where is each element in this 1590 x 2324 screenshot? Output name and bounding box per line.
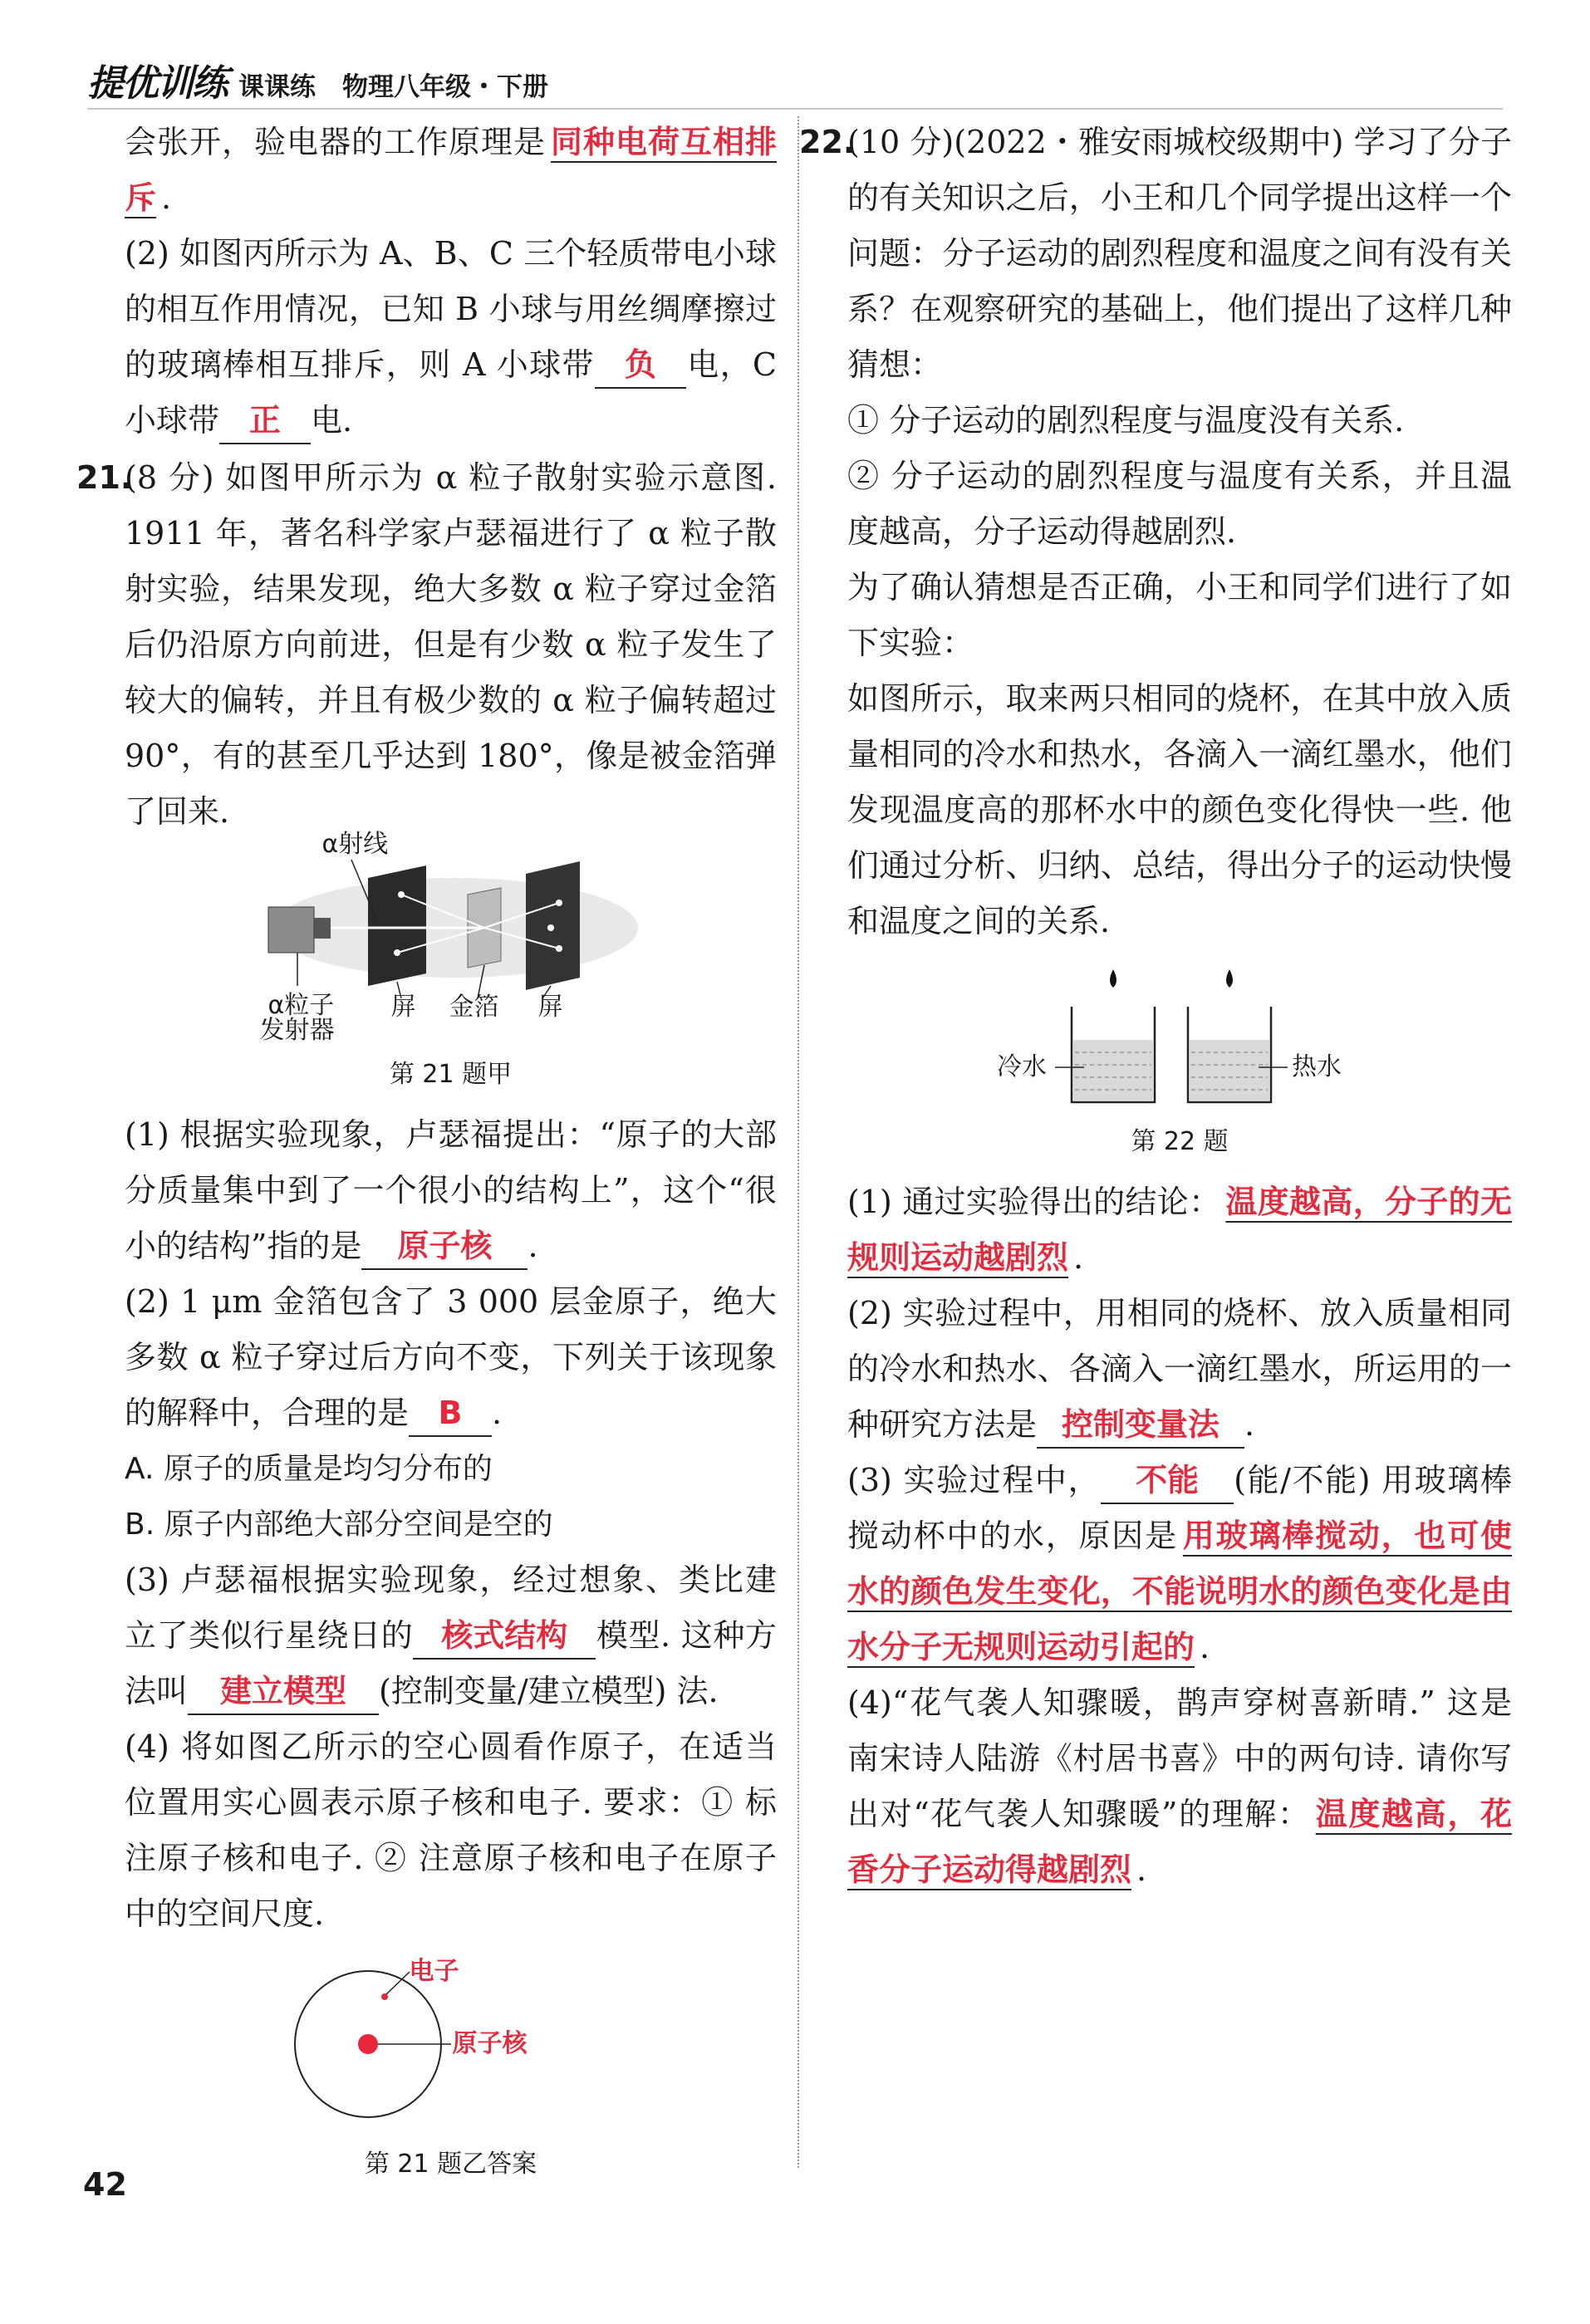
right-column: [799, 115, 1512, 1898]
brand-logo: 提优训练: [87, 62, 227, 105]
q21-part1-text: (1) 根据实验现象，卢瑟福提出：“原子的大部分质量集中到了一个很小的结构上”，这个“很小的结构”指的是: [125, 1116, 777, 1264]
q21-part2: (2) 1 μm 金箔包含了 3 000 层金原子，绝大多数 α 粒子穿过后方向不变，下列关于该现象的解释中，合理的是 B .: [125, 1274, 777, 1441]
q20-part2: [125, 226, 777, 449]
q22-part4-text: (4)“花气袭人知骤暖，鹊声穿树喜新晴.” 这是南宋诗人陆游《村居书喜》中的两句诗. 请你写出对“花气袭人知骤暖”的理解：: [847, 1684, 1512, 1832]
q22-para-1: 为了确认猜想是否正确，小王和同学们进行了如下实验：: [847, 569, 1512, 661]
answer-q22-2: 控制变量法: [1062, 1406, 1220, 1443]
blank-q22-3a: [1101, 1458, 1234, 1504]
label-alpha-ray: α射线: [321, 830, 389, 859]
q21-number: 21.: [76, 459, 133, 496]
hit-dot-4: [556, 945, 562, 952]
answer-q21-3a: 核式结构: [441, 1617, 568, 1654]
q20-continuation: 会张开，验电器的工作原理是 同种电荷互相排斥 .: [125, 124, 777, 216]
q21-part3: [125, 1552, 777, 1719]
figure-21-a-caption: 第 21 题甲: [389, 1060, 513, 1089]
q21-option-a: A. 原子的质量是均匀分布的: [125, 1452, 493, 1486]
answer-q21-1: 原子核: [397, 1228, 493, 1264]
q21-part3-mid: 模型. 这种方法叫: [125, 1617, 777, 1709]
page-number: 42: [83, 2166, 127, 2203]
alpha-scattering-diagram: [252, 845, 650, 1003]
q22-part1-text: (1) 通过实验得出的结论：: [847, 1184, 1221, 1220]
q22-para-2: 如图所示，取来两只相同的烧杯，在其中放入质量相同的冷水和热水，各滴入一滴红墨水，他们发现温度高的那杯水中的颜色变化得快一些. 他们通过分析、归纳、总结，得出分子的运动快慢和温度之间的关系.: [847, 680, 1512, 939]
q22-number: 22.: [799, 124, 856, 160]
q22-guess-1: ① 分子运动的剧烈程度与温度没有关系.: [847, 402, 1405, 439]
q21-option-b: B. 原子内部绝大部分空间是空的: [125, 1508, 553, 1542]
blank-a-charge: [595, 342, 686, 389]
answer-q22-3a: 不能: [1136, 1462, 1200, 1498]
screen-1: [368, 865, 426, 986]
label-cold-water: 冷水: [997, 1052, 1047, 1081]
label-emitter-1: α粒子: [267, 991, 335, 1020]
ink-drop-right: [1226, 969, 1233, 988]
page-header: [87, 48, 548, 106]
hit-dot-1: [398, 891, 405, 898]
label-screen-1: 屏: [390, 993, 416, 1022]
column-divider: [797, 116, 799, 2168]
hit-dot-3: [556, 900, 562, 906]
hit-dot-2: [394, 949, 400, 956]
figure-22: [997, 961, 1362, 1111]
label-screen-2: 屏: [537, 993, 563, 1022]
blank-q21-2: [409, 1390, 492, 1437]
q20-part2-text: (2) 如图丙所示为 A、B、C 三个轻质带电小球的相互作用情况，已知 B 小球与用丝绸摩擦过的玻璃棒相互排斥，则 A 小球带: [125, 235, 777, 383]
q22-part2: (2) 实验过程中，用相同的烧杯、放入质量相同的冷水和热水、各滴入一滴红墨水，所运用的一种研究方法是 控制变量法 .: [847, 1286, 1512, 1453]
answer-q22-1: 温度越高，分子的无规则运动越剧烈: [847, 1184, 1512, 1276]
q22-guess-2: ② 分子运动的剧烈程度与温度有关系，并且温度越高，分子运动得越剧烈.: [847, 458, 1512, 550]
water-hot: [1190, 1040, 1269, 1101]
figure-22-caption: 第 22 题: [1131, 1127, 1229, 1156]
blank-q21-1: [361, 1223, 528, 1270]
blank-q21-3a: [413, 1613, 596, 1660]
nucleus-dot: [358, 2034, 378, 2054]
emitter-nozzle: [314, 918, 331, 939]
q22-stem-text: (10 分)(2022・雅安雨城校级期中) 学习了分子的有关知识之后，小王和几个同学提出这样一个问题：分子运动的剧烈程度和温度之间有没有关系？在观察研究的基础上，他们提出了这样几种猜想：: [847, 124, 1512, 383]
answer-q22-4: 温度越高，花香分子运动得越剧烈: [847, 1796, 1512, 1888]
figure-21-b: [293, 1957, 609, 2131]
figure-21-b-caption: 第 21 题乙答案: [364, 2150, 537, 2179]
beakers-diagram: [997, 961, 1362, 1111]
emitter-box: [268, 907, 314, 953]
label-foil: 金箔: [449, 993, 499, 1022]
q21-stem-text: (8 分) 如图甲所示为 α 粒子散射实验示意图. 1911 年，著名科学家卢瑟福进行了 α 粒子散射实验，结果发现，绝大多数 α 粒子穿过金箔后仍沿原方向前进，但是有少数 α 粒子发生了较大的偏转，并且有极少数的 α 粒子偏转超过 90°，有的甚至几乎达到 180°，像是被金箔弹了回来.: [125, 459, 777, 830]
figure-21-a: [252, 830, 650, 1045]
answer-q21-2: B: [438, 1395, 463, 1431]
header-divider: [87, 108, 1503, 110]
q21-part1: (1) 根据实验现象，卢瑟福提出：“原子的大部分质量集中到了一个很小的结构上”，这个“很小的结构”指的是 原子核 .: [125, 1107, 777, 1274]
label-emitter-2: 发射器: [259, 1016, 335, 1045]
answer-c-charge: 正: [249, 402, 282, 439]
q22-part2-text: (2) 实验过程中，用相同的烧杯、放入质量相同的冷水和热水、各滴入一滴红墨水，所运用的一种研究方法是: [847, 1295, 1512, 1443]
answer-a-charge: 负: [624, 346, 656, 383]
answer-q22-3b: 用玻璃棒搅动，也可使水的颜色发生变化，不能说明水的颜色变化是由水分子无规则运动引起的: [847, 1517, 1512, 1665]
answer-q21-3b: 建立模型: [220, 1673, 347, 1709]
q20-line1: 会张开，验电器的工作原理是: [125, 124, 546, 160]
blank-q21-3b: [188, 1669, 379, 1715]
q21-stem: [76, 450, 777, 840]
electron-pointer: [386, 1972, 410, 1994]
q22-stem: [799, 115, 1512, 393]
q21-part3-text: (3) 卢瑟福根据实验现象，经过想象、类比建立了类似行星绕日的: [125, 1562, 777, 1654]
hit-dot-5: [547, 924, 554, 931]
label-nucleus: 原子核: [452, 2029, 528, 2058]
series-name: 课课练: [238, 72, 316, 102]
answer-principle: 同种电荷互相排斥: [125, 124, 777, 216]
q22-part1: (1) 通过实验得出的结论： 温度越高，分子的无规则运动越剧烈 .: [847, 1184, 1512, 1276]
q21-part4: (4) 将如图乙所示的空心圆看作原子，在适当位置用实心圆表示原子核和电子. 要求：① 标注原子核和电子. ② 注意原子核和电子在原子中的空间尺度.: [125, 1728, 777, 1932]
q22-part3: (3) 实验过程中， 不能 (能/不能) 用玻璃棒搅动杯中的水，原因是 用玻璃棒搅动，也可使水的颜色发生变化，不能说明水的颜色变化是由水分子无规则运动引起的 .: [847, 1453, 1512, 1675]
water-cold: [1073, 1040, 1153, 1101]
q22-part3-text: (3) 实验过程中，: [847, 1462, 1102, 1498]
ink-drop-left: [1110, 969, 1116, 988]
q22-part3-mid: (能/不能) 用玻璃棒搅动杯中的水，原因是: [847, 1462, 1512, 1554]
q20-part2-end: 电.: [311, 402, 353, 439]
q21-part2-text: (2) 1 μm 金箔包含了 3 000 层金原子，绝大多数 α 粒子穿过后方向不变，下列关于该现象的解释中，合理的是: [125, 1283, 777, 1431]
book-title: 物理八年级・下册: [342, 72, 548, 102]
q21-part3-end: (控制变量/建立模型) 法.: [379, 1673, 719, 1709]
q20-part2-mid: 电，C 小球带: [125, 346, 778, 439]
q22-part4: (4)“花气袭人知骤暖，鹊声穿树喜新晴.” 这是南宋诗人陆游《村居书喜》中的两句诗. 请你写出对“花气袭人知骤暖”的理解： 温度越高，花香分子运动得越剧烈 .: [847, 1684, 1512, 1888]
label-electron: 电子: [409, 1957, 459, 1986]
blank-c-charge: [219, 398, 311, 444]
blank-q22-2: [1037, 1402, 1244, 1449]
label-hot-water: 热水: [1292, 1052, 1342, 1081]
